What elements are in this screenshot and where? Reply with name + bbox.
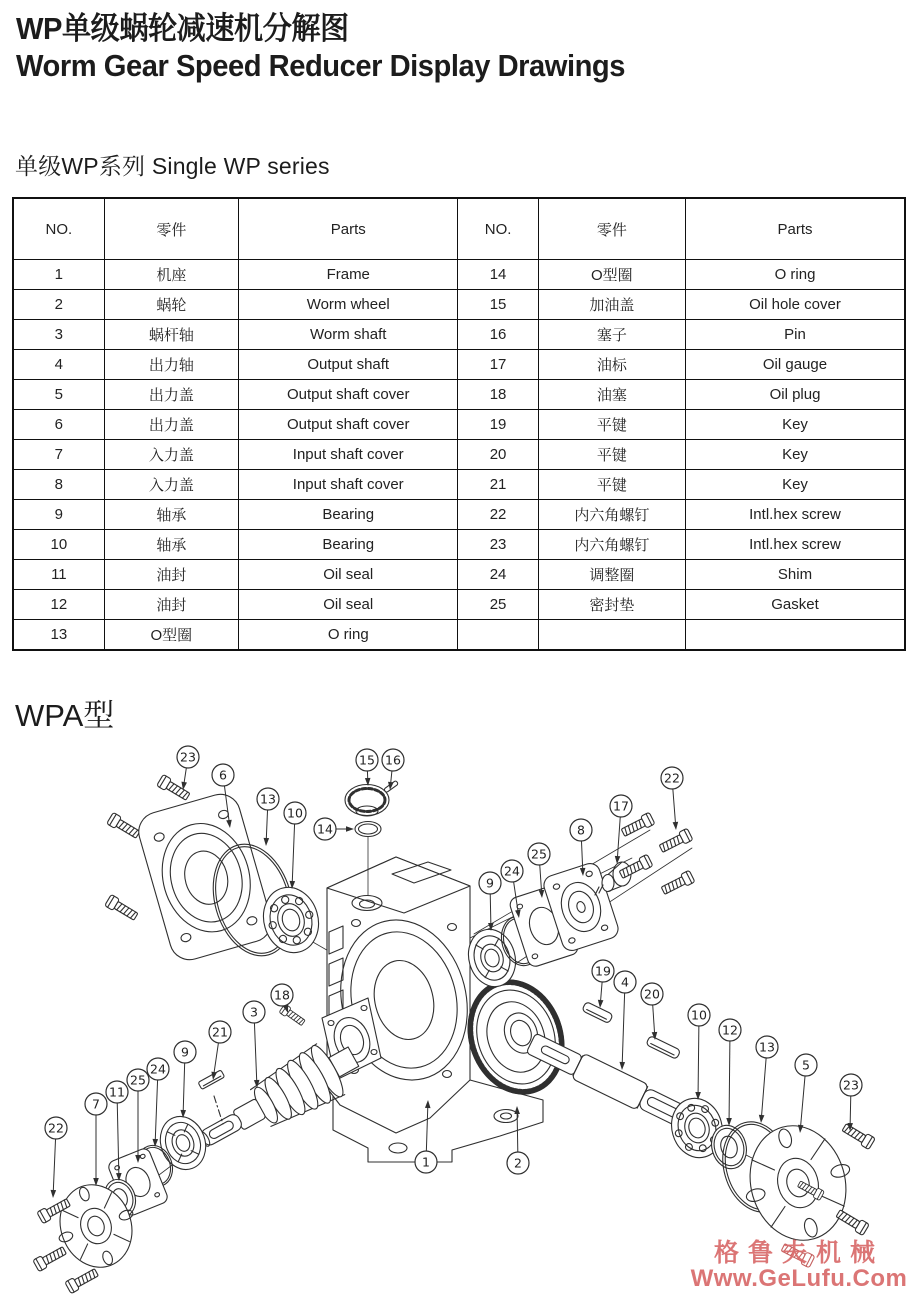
table-cell — [538, 620, 685, 651]
hex-screw-23-red — [780, 1241, 815, 1267]
callout-number: 20 — [644, 986, 660, 1002]
table-cell: Output shaft cover — [239, 410, 458, 440]
table-cell: 19 — [458, 410, 538, 440]
table-cell: 轴承 — [104, 530, 238, 560]
oil-plug-18 — [279, 1004, 306, 1027]
input-cover-6 — [134, 790, 276, 965]
table-cell: Intl.hex screw — [685, 500, 905, 530]
table-cell: 15 — [458, 290, 538, 320]
diagram-title: WPA型 — [15, 698, 115, 733]
table-header-row — [13, 198, 905, 260]
callout-number: 18 — [274, 987, 290, 1003]
table-header-cell: Parts — [239, 198, 458, 260]
callout-number: 6 — [219, 767, 227, 783]
table-cell: Frame — [239, 260, 458, 290]
callout-number: 10 — [287, 805, 303, 821]
table-row — [13, 320, 905, 350]
table-cell: 油封 — [104, 560, 238, 590]
callout-number: 24 — [150, 1061, 166, 1077]
callout-4 — [614, 971, 636, 1070]
table-cell: Input shaft cover — [239, 440, 458, 470]
key-21 — [198, 1070, 225, 1090]
table-row — [13, 590, 905, 620]
callout-20 — [641, 983, 663, 1040]
table-cell: 调整圈 — [538, 560, 685, 590]
table-cell: Bearing — [239, 530, 458, 560]
callout-number: 19 — [595, 963, 611, 979]
table-row — [13, 620, 905, 651]
table-cell: 12 — [13, 590, 104, 620]
oil-hole-cover-15 — [345, 785, 389, 817]
callout-9 — [174, 1041, 196, 1118]
table-cell: 油塞 — [538, 380, 685, 410]
table-header-cell: 零件 — [104, 198, 238, 260]
callout-number: 9 — [181, 1044, 189, 1060]
table-cell: Worm wheel — [239, 290, 458, 320]
callout-3 — [243, 1001, 265, 1088]
table-header-cell: 零件 — [538, 198, 685, 260]
table-cell: 23 — [458, 530, 538, 560]
table-cell: 蜗杆轴 — [104, 320, 238, 350]
key-21-centerline — [214, 1096, 223, 1124]
bearing-10-left — [256, 881, 326, 959]
table-cell: 蜗轮 — [104, 290, 238, 320]
table-cell: Oil gauge — [685, 350, 905, 380]
table-cell: 6 — [13, 410, 104, 440]
callout-number: 13 — [260, 791, 276, 807]
watermark-brand: 格鲁夫机械 — [713, 1239, 884, 1267]
output-cover-5 — [731, 1113, 866, 1254]
table-cell: 油标 — [538, 350, 685, 380]
table-cell: 密封垫 — [538, 590, 685, 620]
table-cell — [458, 620, 538, 651]
hex-screw-23 — [835, 1208, 870, 1236]
callout-number: 5 — [802, 1057, 810, 1073]
key-20 — [646, 1036, 681, 1060]
parts-table — [12, 197, 906, 651]
hex-screw-23 — [157, 774, 192, 802]
table-cell: 16 — [458, 320, 538, 350]
table-cell: Bearing — [239, 500, 458, 530]
callout-number: 16 — [385, 752, 401, 768]
table-cell: Gasket — [685, 590, 905, 620]
table-cell: O ring — [239, 620, 458, 651]
table-row — [13, 380, 905, 410]
table-cell: Output shaft — [239, 350, 458, 380]
callout-12 — [719, 1019, 741, 1126]
callout-10 — [688, 1004, 710, 1100]
table-cell: Intl.hex screw — [685, 530, 905, 560]
table-cell: 出力盖 — [104, 380, 238, 410]
table-cell: 25 — [458, 590, 538, 620]
table-cell: 18 — [458, 380, 538, 410]
table-row — [13, 290, 905, 320]
table-cell: 出力盖 — [104, 410, 238, 440]
table-cell: 平键 — [538, 440, 685, 470]
table-cell: 4 — [13, 350, 104, 380]
table-cell: 内六角螺钉 — [538, 530, 685, 560]
table-cell: 平键 — [538, 410, 685, 440]
table-cell: 机座 — [104, 260, 238, 290]
callout-number: 25 — [130, 1072, 146, 1088]
table-cell: Output shaft cover — [239, 380, 458, 410]
table-header-cell: Parts — [685, 198, 905, 260]
table-cell: 内六角螺钉 — [538, 500, 685, 530]
callout-number: 2 — [514, 1155, 522, 1171]
table-cell: 14 — [458, 260, 538, 290]
callout-number: 12 — [722, 1022, 738, 1038]
table-cell: 1 — [13, 260, 104, 290]
callout-number: 1 — [422, 1154, 430, 1170]
table-cell: 11 — [13, 560, 104, 590]
table-cell: Oil seal — [239, 560, 458, 590]
table-cell: 8 — [13, 470, 104, 500]
exploded-diagram — [0, 737, 919, 1297]
callout-10 — [284, 802, 306, 889]
table-cell: Key — [685, 470, 905, 500]
callout-number: 25 — [531, 846, 547, 862]
table-cell: Worm shaft — [239, 320, 458, 350]
table-cell: 17 — [458, 350, 538, 380]
table-cell: Oil seal — [239, 590, 458, 620]
table-cell: 加油盖 — [538, 290, 685, 320]
callout-number: 15 — [359, 752, 375, 768]
callout-number: 9 — [486, 875, 494, 891]
table-cell: Input shaft cover — [239, 470, 458, 500]
callout-number: 22 — [48, 1120, 64, 1136]
table-cell: 入力盖 — [104, 440, 238, 470]
table-cell: Shim — [685, 560, 905, 590]
watermark-url: Www.GeLufu.Com — [690, 1265, 908, 1293]
table-cell: Key — [685, 410, 905, 440]
callout-9 — [479, 872, 501, 931]
callout-22 — [661, 767, 683, 830]
table-row — [13, 470, 905, 500]
callout-14 — [314, 818, 354, 840]
callout-7 — [85, 1093, 107, 1186]
callout-22 — [45, 1117, 67, 1198]
table-cell: 13 — [13, 620, 104, 651]
callout-number: 13 — [759, 1039, 775, 1055]
callout-13 — [257, 788, 279, 846]
table-cell: Key — [685, 440, 905, 470]
hex-screw-22 — [660, 870, 695, 896]
callout-number: 24 — [504, 863, 520, 879]
table-row — [13, 500, 905, 530]
table-cell: O ring — [685, 260, 905, 290]
key-19 — [582, 1002, 613, 1024]
page-header — [16, 10, 625, 84]
callout-number: 8 — [577, 822, 585, 838]
callout-19 — [592, 960, 614, 1008]
table-cell: O型圈 — [538, 260, 685, 290]
title-english: Worm Gear Speed Reducer Display Drawings — [16, 48, 626, 83]
callout-number: 4 — [621, 974, 629, 990]
callout-number: 23 — [180, 749, 196, 765]
bearing-9-left — [153, 1110, 213, 1176]
callout-number: 14 — [317, 821, 333, 837]
table-cell: 21 — [458, 470, 538, 500]
table-cell — [685, 620, 905, 651]
title-chinese: WP单级蜗轮减速机分解图 — [16, 11, 349, 46]
callout-13 — [756, 1036, 778, 1123]
table-cell: 22 — [458, 500, 538, 530]
table-cell: 油封 — [104, 590, 238, 620]
table-row — [13, 350, 905, 380]
callout-number: 21 — [212, 1024, 228, 1040]
table-cell: 9 — [13, 500, 104, 530]
table-cell: 20 — [458, 440, 538, 470]
table-cell: 平键 — [538, 470, 685, 500]
hex-screw-22 — [65, 1267, 100, 1294]
section-label: 单级WP系列 Single WP series — [15, 153, 330, 179]
callout-number: 3 — [250, 1004, 258, 1020]
callout-15 — [356, 749, 378, 786]
table-cell: Pin — [685, 320, 905, 350]
table-header-cell: NO. — [458, 198, 538, 260]
callout-number: 11 — [109, 1084, 125, 1100]
table-cell: 入力盖 — [104, 470, 238, 500]
callout-number: 23 — [843, 1077, 859, 1093]
hex-screw-23 — [841, 1122, 876, 1150]
callout-number: 10 — [691, 1007, 707, 1023]
callout-number: 17 — [613, 798, 629, 814]
table-cell: 塞子 — [538, 320, 685, 350]
callout-number: 7 — [92, 1096, 100, 1112]
table-cell: 3 — [13, 320, 104, 350]
table-cell: Oil hole cover — [685, 290, 905, 320]
callout-5 — [795, 1054, 817, 1133]
callout-number: 22 — [664, 770, 680, 786]
table-row — [13, 560, 905, 590]
table-row — [13, 440, 905, 470]
hex-screw-23 — [107, 812, 142, 840]
table-row — [13, 260, 905, 290]
table-cell: 7 — [13, 440, 104, 470]
table-cell: 2 — [13, 290, 104, 320]
hex-screw-22 — [33, 1245, 68, 1272]
table-cell: 轴承 — [104, 500, 238, 530]
table-header-cell: NO. — [13, 198, 104, 260]
callout-23 — [177, 746, 199, 790]
hex-screw-23 — [105, 894, 140, 922]
table-cell: Oil plug — [685, 380, 905, 410]
callout-23 — [840, 1074, 862, 1131]
table-row — [13, 530, 905, 560]
table-cell: 5 — [13, 380, 104, 410]
table-row — [13, 410, 905, 440]
table-cell: 24 — [458, 560, 538, 590]
table-cell: O型圈 — [104, 620, 238, 651]
table-cell: 10 — [13, 530, 104, 560]
table-cell: 出力轴 — [104, 350, 238, 380]
